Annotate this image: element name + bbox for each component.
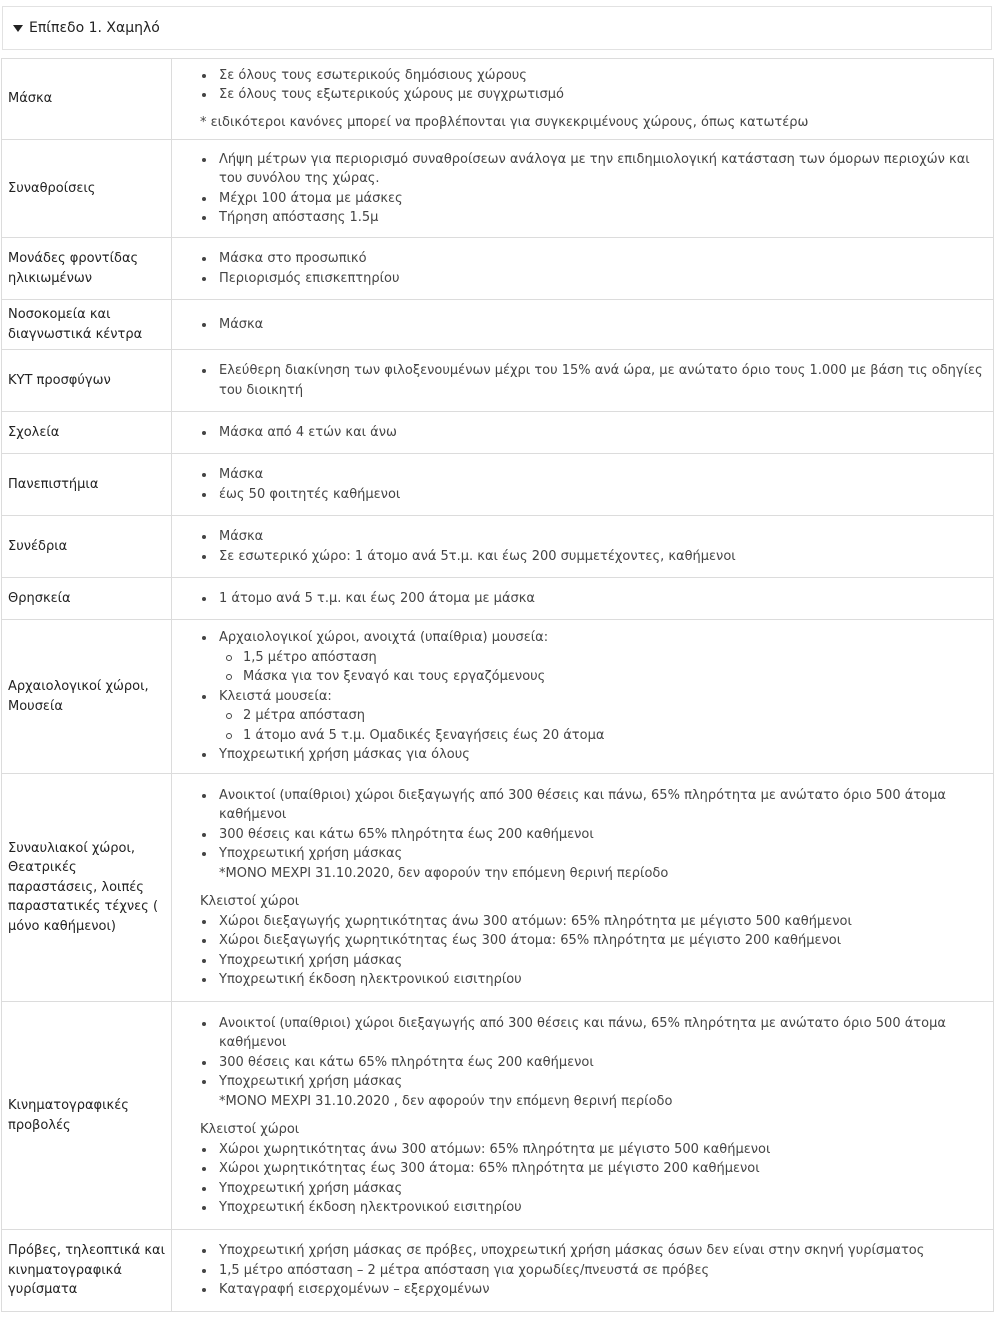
footnote: * ειδικότεροι κανόνες μπορεί να προβλέπονται για συγκεκριμένους χώρους, όπως κατωτέρω — [200, 114, 809, 130]
bullet-item: Λήψη μέτρων για περιορισμό συναθροίσεων ανάλογα με την επιδημιολογική κατάσταση των όμορων περιοχών και του συνόλου της χώρας. — [200, 150, 983, 189]
sub-bullet-item: Μάσκα για τον ξεναγό και τους εργαζόμενους — [200, 667, 983, 687]
bullet-item: Μάσκα στο προσωπικό — [200, 249, 983, 269]
bullet-item: Χώροι διεξαγωγής χωρητικότητας έως 300 άτομα: 65% πληρότητα με μέγιστο 200 καθήμενοι — [200, 931, 983, 951]
bullet-item: Χώροι διεξαγωγής χωρητικότητας άνω 300 ατόμων: 65% πληρότητα με μέγιστο 500 καθήμενοι — [200, 912, 983, 932]
row-content — [172, 1002, 994, 1230]
bullet-item: Μάσκα από 4 ετών και άνω — [200, 423, 983, 443]
bullet-item: Σε όλους τους εσωτερικούς δημόσιους χώρους — [200, 66, 983, 86]
measure-list — [200, 1241, 983, 1300]
bullet-item: Υποχρεωτική έκδοση ηλεκτρονικού εισιτηρίου — [200, 1198, 983, 1218]
measure-list — [200, 361, 983, 400]
bullet-item: Υποχρεωτική χρήση μάσκας σε πρόβες, υποχρεωτική χρήση μάσκας όσων δεν είναι στην σκηνή γυρίσματος — [200, 1241, 983, 1261]
table-row — [2, 774, 994, 1002]
table-row — [2, 516, 994, 578]
bullet-item: 300 θέσεις και κάτω 65% πληρότητα έως 200 καθήμενοι — [200, 825, 983, 845]
table-row — [2, 238, 994, 300]
bullet-item: Κλειστά μουσεία: — [200, 687, 983, 707]
section-heading: Κλειστοί χώροι — [200, 1122, 300, 1137]
row-content — [172, 412, 994, 454]
row-content — [172, 1230, 994, 1312]
measure-list — [200, 1014, 983, 1218]
row-label: Θρησκεία — [2, 578, 172, 620]
bullet-item: Σε εσωτερικό χώρο: 1 άτομο ανά 5τ.μ. και έως 200 συμμετέχοντες, καθήμενοι — [200, 547, 983, 567]
measures-table — [1, 58, 994, 1312]
row-content — [172, 140, 994, 238]
measure-list — [200, 66, 983, 133]
row-content — [172, 774, 994, 1002]
bullet-item: Υποχρεωτική έκδοση ηλεκτρονικού εισιτηρίου — [200, 970, 983, 990]
measure-list — [200, 249, 983, 288]
table-row — [2, 300, 994, 350]
bullet-item: Περιορισμός επισκεπτηρίου — [200, 269, 983, 289]
row-label: Συνέδρια — [2, 516, 172, 578]
row-label: Σχολεία — [2, 412, 172, 454]
row-content — [172, 578, 994, 620]
measure-list — [200, 465, 983, 504]
sub-bullet-item: 1 άτομο ανά 5 τ.μ. Ομαδικές ξεναγήσεις έως 20 άτομα — [200, 726, 983, 746]
bullet-item: Ανοικτοί (υπαίθριοι) χώροι διεξαγωγής από 300 θέσεις και πάνω, 65% πληρότητα με ανώτατο όριο 500 άτομα καθήμενοι — [200, 1014, 983, 1053]
bullet-item: Καταγραφή εισερχομένων – εξερχομένων — [200, 1280, 983, 1300]
row-content — [172, 59, 994, 140]
sub-bullet-item: 2 μέτρα απόσταση — [200, 706, 983, 726]
table-row — [2, 350, 994, 412]
bullet-item: Ελεύθερη διακίνηση των φιλοξενουμένων μέχρι του 15% ανά ώρα, με ανώτατο όριο τους 1.000 με βάση τις οδηγίες του διοικητή — [200, 361, 983, 400]
row-label: Συναυλιακοί χώροι, Θεατρικές παραστάσεις, λοιπές παραστατικές τέχνες ( μόνο καθήμενοι) — [2, 774, 172, 1002]
note-line: *ΜΟΝΟ ΜΕΧΡΙ 31.10.2020, δεν αφορούν την επόμενη θερινή περίοδο — [219, 865, 669, 881]
bullet-item: Υποχρεωτική χρήση μάσκας για όλους — [200, 745, 983, 765]
bullet-item: 300 θέσεις και κάτω 65% πληρότητα έως 200 καθήμενοι — [200, 1053, 983, 1073]
row-label: Συναθροίσεις — [2, 140, 172, 238]
bullet-item: Σε όλους τους εξωτερικούς χώρους με συγχρωτισμό — [200, 85, 983, 105]
measure-list — [200, 628, 983, 765]
bullet-item: Ανοικτοί (υπαίθριοι) χώροι διεξαγωγής από 300 θέσεις και πάνω, 65% πληρότητα με ανώτατο όριο 500 άτομα καθήμενοι — [200, 786, 983, 825]
bullet-item: Χώροι χωρητικότητας έως 300 άτομα: 65% πληρότητα με μέγιστο 200 καθήμενοι — [200, 1159, 983, 1179]
table-row — [2, 620, 994, 774]
row-label: Πρόβες, τηλεοπτικά και κινηματογραφικά γυρίσματα — [2, 1230, 172, 1312]
bullet-item: Υποχρεωτική χρήση μάσκας — [200, 1179, 983, 1199]
bullet-item: Μάσκα — [200, 465, 983, 485]
table-row — [2, 59, 994, 140]
row-content — [172, 350, 994, 412]
row-content — [172, 516, 994, 578]
bullet-item: 1,5 μέτρο απόσταση – 2 μέτρα απόσταση για χορωδίες/πνευστά σε πρόβες — [200, 1261, 983, 1281]
accordion-title: Επίπεδο 1. Χαμηλό — [29, 20, 160, 36]
row-label: Μονάδες φροντίδας ηλικιωμένων — [2, 238, 172, 300]
bullet-item: Μάσκα — [200, 315, 983, 335]
table-row — [2, 1002, 994, 1230]
bullet-item: Υποχρεωτική χρήση μάσκας — [200, 1072, 983, 1092]
section-heading: Κλειστοί χώροι — [200, 894, 300, 909]
row-label: Κινηματογραφικές προβολές — [2, 1002, 172, 1230]
row-label: Πανεπιστήμια — [2, 454, 172, 516]
table-row — [2, 454, 994, 516]
bullet-item: Υποχρεωτική χρήση μάσκας — [200, 951, 983, 971]
table-row — [2, 1230, 994, 1312]
bullet-item: Χώροι χωρητικότητας άνω 300 ατόμων: 65% πληρότητα με μέγιστο 500 καθήμενοι — [200, 1140, 983, 1160]
row-content — [172, 620, 994, 774]
row-label: ΚΥΤ προσφύγων — [2, 350, 172, 412]
bullet-item: Τήρηση απόστασης 1.5μ — [200, 208, 983, 228]
bullet-item: Αρχαιολογικοί χώροι, ανοιχτά (υπαίθρια) μουσεία: — [200, 628, 983, 648]
measure-list — [200, 315, 983, 335]
row-content — [172, 454, 994, 516]
caret-down-icon — [13, 25, 23, 32]
table-row — [2, 140, 994, 238]
bullet-item: Υποχρεωτική χρήση μάσκας — [200, 844, 983, 864]
sub-bullet-item: 1,5 μέτρο απόσταση — [200, 648, 983, 668]
bullet-item: Μάσκα — [200, 527, 983, 547]
bullet-item: έως 50 φοιτητές καθήμενοι — [200, 485, 983, 505]
accordion-toggle-level-1[interactable] — [2, 6, 992, 50]
row-content — [172, 238, 994, 300]
measure-list — [200, 786, 983, 990]
row-content — [172, 300, 994, 350]
measure-list — [200, 423, 983, 443]
row-label: Αρχαιολογικοί χώροι, Μουσεία — [2, 620, 172, 774]
bullet-item: 1 άτομο ανά 5 τ.μ. και έως 200 άτομα με μάσκα — [200, 589, 983, 609]
row-label: Νοσοκομεία και διαγνωστικά κέντρα — [2, 300, 172, 350]
table-row — [2, 412, 994, 454]
measure-list — [200, 527, 983, 566]
measure-list — [200, 589, 983, 609]
note-line: *ΜΟΝΟ ΜΕΧΡΙ 31.10.2020 , δεν αφορούν την επόμενη θερινή περίοδο — [219, 1093, 673, 1109]
measure-list — [200, 150, 983, 228]
row-label: Μάσκα — [2, 59, 172, 140]
table-row — [2, 578, 994, 620]
bullet-item: Μέχρι 100 άτομα με μάσκες — [200, 189, 983, 209]
